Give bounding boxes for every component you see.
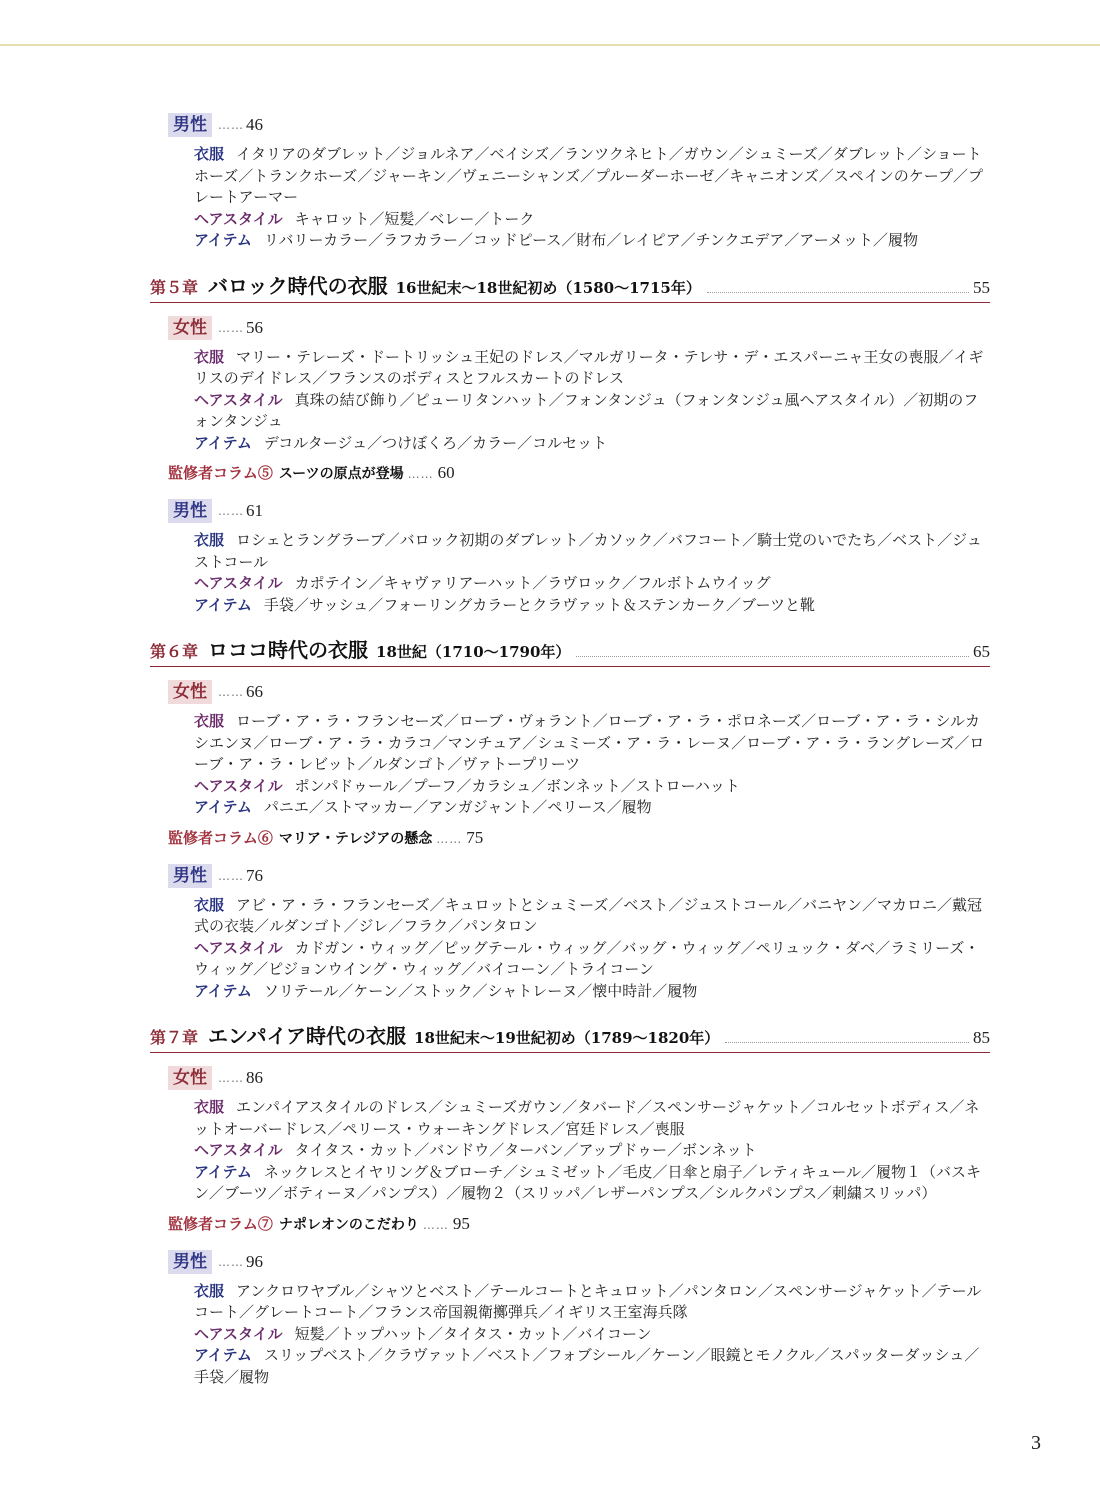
entry-text: エンパイアスタイルのドレス／シュミーズガウン／タバード／スペンサージャケット／コルセットボディス／ネットオーバードレス／ペリース・ウォーキングドレス／宮廷ドレス／喪服 (194, 1098, 980, 1138)
column-heading[interactable] (168, 462, 990, 488)
gender-heading[interactable] (168, 112, 990, 138)
toc-entry (194, 144, 990, 209)
entry-list (194, 711, 990, 819)
toc-entry (194, 209, 990, 231)
toc-entry (194, 895, 990, 938)
gender-page-number: 46 (246, 115, 263, 134)
chapter-period: 16世紀末～18世紀初め（1580～1715年） (395, 278, 701, 297)
entry-list (194, 895, 990, 1003)
gender-section (150, 112, 990, 252)
dot-leader: …… (218, 1254, 244, 1269)
entry-text: アンクロワヤブル／シャツとベスト／テールコートとキュロット／パンタロン／スペンサージャケット／テールコート／グレートコート／フランス帝国親衛擲弾兵／イギリス王室海兵隊 (194, 1281, 982, 1321)
toc-entry (194, 573, 990, 595)
entry-text: カポテイン／キャヴァリアーハット／ラヴロック／フルボトムウイッグ (294, 574, 771, 592)
chapter-heading[interactable] (150, 270, 990, 303)
entry-text: 真珠の結び飾り／ピューリタンハット／フォンタンジュ（フォンタンジュ風ヘアスタイル）／初期のフォンタンジュ (194, 390, 979, 430)
entry-label: 衣服 (194, 531, 225, 549)
chapter-number: 第７章 (150, 1028, 199, 1047)
column-heading[interactable] (168, 827, 990, 853)
entry-label: 衣服 (194, 1098, 225, 1116)
dot-leader: …… (407, 467, 434, 481)
gender-section (150, 315, 990, 455)
chapter-title: ロココ時代の衣服 (208, 638, 369, 662)
dot-leader: …… (218, 685, 244, 699)
entry-label: アイテム (194, 1346, 252, 1364)
toc-entry (194, 711, 990, 776)
chapter-heading[interactable] (150, 1020, 990, 1053)
entry-text: 手袋／サッシュ／フォーリングカラーとクラヴァット＆ステンカーク／ブーツと靴 (263, 595, 816, 614)
gender-section (150, 1065, 990, 1205)
toc-entry (194, 1324, 990, 1346)
dot-leader: …… (218, 504, 244, 518)
entry-text: ネックレスとイヤリング＆ブローチ／シュミゼット／毛皮／日傘と扇子／レティキュール／履物１（バスキン／ブーツ／ボティーヌ／パンプス）／履物２（スリッパ／レザーパンプス／シルクパンプス／刺繍スリッパ） (194, 1162, 982, 1202)
chapter-period: 18世紀（1710～1790年） (376, 643, 571, 661)
entry-text: アビ・ア・ラ・フランセーズ／キュロットとシュミーズ／ベスト／ジュストコール／バニヤン／マカロニ／戴冠式の衣装／ルダンゴト／ジレ／フラク／パンタロン (194, 895, 982, 935)
column-title: マリア・テレジアの懸念 (278, 830, 433, 847)
chapter-heading[interactable] (150, 634, 990, 667)
gender-heading[interactable] (168, 863, 990, 889)
gender-heading[interactable] (168, 315, 990, 341)
toc-entry (194, 1281, 990, 1324)
dot-leader (576, 656, 969, 657)
entry-text: イタリアのダブレット／ジョルネア／ベイシズ／ランツクネヒト／ガウン／シュミーズ／ダブレット／ショートホーズ／トランクホーズ／ジャーキン／ヴェニーシャンズ／プルーダーホーゼ／キャニオンズ／スペインのケープ／プレートアーマー (194, 145, 984, 206)
entry-text: スリップベスト／クラヴァット／ベスト／フォブシール／ケーン／眼鏡とモノクル／スパッターダッシュ／手袋／履物 (194, 1346, 980, 1386)
column-title: スーツの原点が登場 (278, 466, 404, 482)
page-number: 3 (1031, 1432, 1041, 1454)
entry-list (194, 530, 990, 616)
chapter-number: 第６章 (150, 642, 199, 661)
toc-entry (194, 530, 990, 573)
column-label: 監修者コラム⑤ (168, 464, 273, 482)
entry-label: アイテム (194, 981, 252, 1000)
gender-badge: 女性 (168, 1066, 212, 1090)
entry-label: 衣服 (194, 712, 225, 730)
entry-label: アイテム (194, 433, 252, 452)
gender-badge: 男性 (168, 499, 212, 523)
gender-badge: 女性 (168, 680, 212, 704)
entry-label: 衣服 (194, 145, 225, 163)
entry-label: 衣服 (194, 895, 225, 914)
gender-page-number: 56 (246, 317, 263, 337)
entry-label: ヘアスタイル (194, 390, 283, 409)
gender-page-number: 61 (246, 501, 263, 520)
gender-heading[interactable] (168, 498, 990, 524)
toc-entry (194, 1140, 990, 1162)
entry-label: ヘアスタイル (194, 776, 283, 795)
gender-section (150, 1249, 990, 1389)
gender-section (150, 498, 990, 616)
column-page-number: 75 (466, 827, 484, 847)
entry-text: カドガン・ウィッグ／ピッグテール・ウィッグ／バッグ・ウィッグ／ペリュック・ダベ／ラミリーズ・ウィッグ／ピジョンウイング・ウィッグ／バイコーン／トライコーン (194, 938, 980, 978)
entry-list (194, 144, 990, 252)
dot-leader: …… (218, 118, 244, 132)
gender-page-number: 96 (246, 1251, 263, 1271)
toc-entry (194, 938, 990, 981)
chapter-period: 18世紀末～19世紀初め（1789～1820年） (414, 1029, 720, 1047)
dot-leader: …… (218, 320, 244, 335)
gender-heading[interactable] (168, 1249, 990, 1275)
entry-text: タイタス・カット／バンドウ／ターバン／アップドゥー／ボンネット (294, 1141, 757, 1159)
gender-page-number: 66 (246, 682, 263, 701)
toc-entry (194, 347, 990, 390)
entry-label: 衣服 (194, 1281, 225, 1300)
chapter-page-number: 55 (973, 277, 990, 297)
entry-list (194, 347, 990, 455)
gender-page-number: 76 (246, 865, 263, 885)
dot-leader (725, 1042, 969, 1043)
entry-label: ヘアスタイル (194, 209, 283, 228)
entry-label: ヘアスタイル (194, 1141, 283, 1159)
table-of-contents (150, 112, 990, 1396)
chapter-number: 第５章 (150, 277, 199, 297)
entry-text: ロシェとラングラーブ／バロック初期のダブレット／カソック／バフコート／騎士党のいでたち／ベスト／ジュストコール (194, 531, 982, 571)
entry-label: アイテム (194, 595, 252, 614)
column-title: ナポレオンのこだわり (278, 1216, 419, 1233)
toc-entry (194, 390, 990, 433)
gender-badge: 男性 (168, 1250, 212, 1274)
column-page-number: 60 (437, 463, 455, 482)
entry-label: 衣服 (194, 347, 225, 366)
toc-entry (194, 433, 990, 455)
chapter-page-number: 85 (973, 1028, 990, 1047)
entry-label: ヘアスタイル (194, 938, 283, 957)
entry-text: ローブ・ア・ラ・フランセーズ／ローブ・ヴォラント／ローブ・ア・ラ・ポロネーズ／ローブ・ア・ラ・シルカシエンヌ／ローブ・ア・ラ・カラコ／マンチュア／シュミーズ・ア・ラ・レーヌ／ローブ・ア・ラ・ラングレーズ／ローブ・ア・ラ・レビット／ルダンゴト／ヴァトープリーツ (194, 712, 985, 773)
gender-heading[interactable] (168, 679, 990, 705)
toc-entry (194, 1345, 990, 1388)
gender-badge: 女性 (168, 316, 212, 340)
gender-page-number: 86 (246, 1068, 263, 1087)
entry-text: 短髪／トップハット／タイタス・カット／バイコーン (294, 1324, 652, 1343)
entry-text: ポンパドゥール／プーフ／カラシュ／ボンネット／ストローハット (294, 776, 740, 795)
entry-text: ソリテール／ケーン／ストック／シャトレーヌ／懐中時計／履物 (263, 981, 698, 1000)
toc-entry (194, 230, 990, 252)
entry-label: ヘアスタイル (194, 1324, 283, 1343)
gender-badge: 男性 (168, 113, 212, 137)
chapter-page-number: 65 (973, 642, 990, 661)
toc-entry (194, 1097, 990, 1140)
column-heading[interactable] (168, 1213, 990, 1239)
entry-list (194, 1097, 990, 1205)
chapter-title: エンパイア時代の衣服 (208, 1024, 407, 1048)
column-page-number: 95 (452, 1213, 470, 1233)
dot-leader: …… (422, 1217, 449, 1232)
gender-section (150, 863, 990, 1003)
column-label: 監修者コラム⑥ (168, 828, 273, 847)
entry-label: アイテム (194, 798, 252, 816)
entry-text: キャロット／短髪／ベレー／トーク (294, 209, 535, 228)
entry-text: デコルタージュ／つけぼくろ／カラー／コルセット (263, 433, 608, 452)
toc-entry (194, 1162, 990, 1205)
entry-text: リバリーカラー／ラフカラー／コッドピース／財布／レイピア／チンクエデア／アーメット／履物 (263, 231, 919, 249)
column-label: 監修者コラム⑦ (168, 1214, 273, 1233)
entry-label: アイテム (194, 1162, 252, 1181)
toc-entry (194, 797, 990, 819)
gender-heading[interactable] (168, 1065, 990, 1091)
gender-section (150, 679, 990, 819)
entry-list (194, 1281, 990, 1389)
entry-label: ヘアスタイル (194, 574, 283, 592)
entry-label: アイテム (194, 231, 252, 249)
toc-entry (194, 981, 990, 1003)
dot-leader (707, 292, 969, 293)
dot-leader: …… (218, 1071, 244, 1085)
toc-entry (194, 776, 990, 798)
dot-leader: …… (436, 831, 463, 846)
toc-entry (194, 595, 990, 617)
entry-text: パニエ／ストマッカー／アンガジャント／ペリース／履物 (263, 798, 652, 816)
chapter-title: バロック時代の衣服 (208, 273, 388, 298)
top-rule (0, 44, 1100, 46)
entry-text: マリー・テレーズ・ドートリッシュ王妃のドレス／マルガリータ・テレサ・デ・エスパーニャ王女の喪服／イギリスのデイドレス／フランスのボディスとフルスカートのドレス (194, 347, 984, 387)
dot-leader: …… (218, 868, 244, 883)
gender-badge: 男性 (168, 864, 212, 888)
